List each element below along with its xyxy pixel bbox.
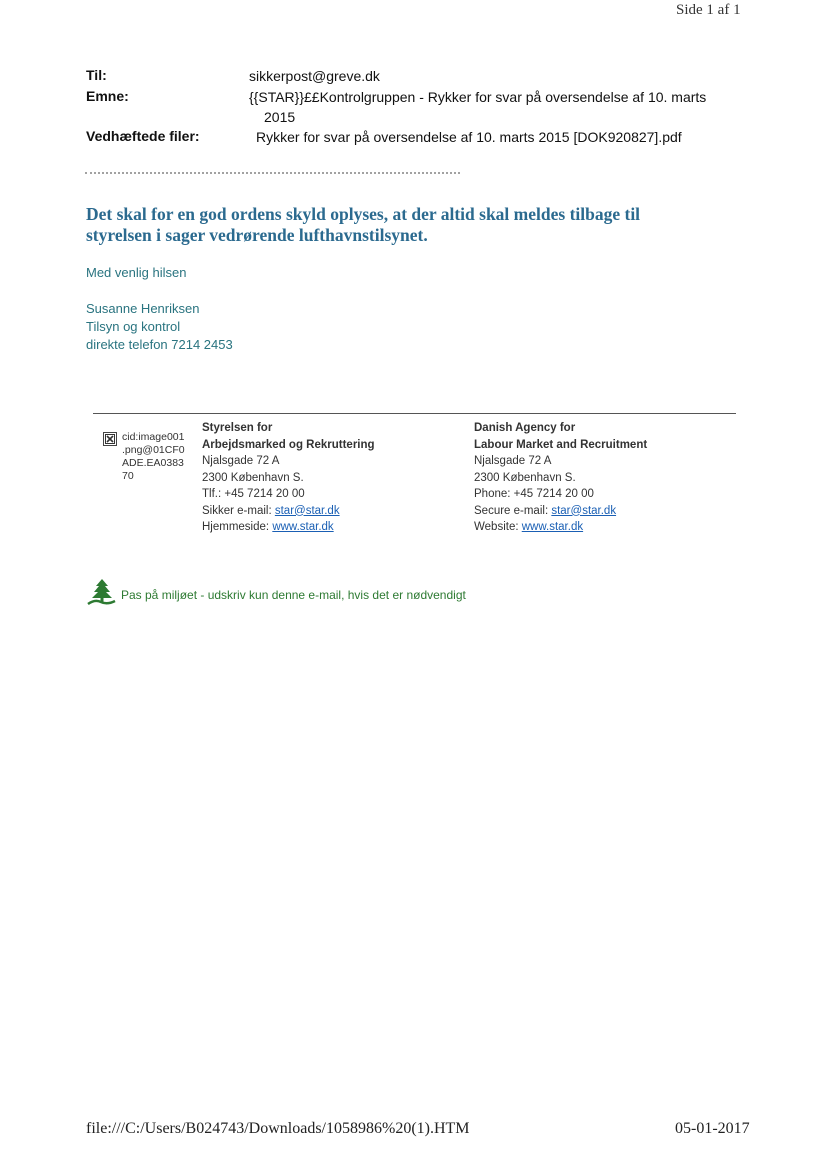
signature-divider <box>93 413 736 414</box>
signature-danish <box>202 420 452 536</box>
email-link-en[interactable]: star@star.dk <box>551 504 617 517</box>
sender-name: Susanne Henriksen <box>86 301 200 316</box>
headline-line-2: styrelsen i sager vedrørende lufthavnstilsynet. <box>86 225 428 245</box>
file-path: file:///C:/Users/B024743/Downloads/1058986%20(1).HTM <box>86 1120 470 1137</box>
environment-note: Pas på miljøet - udskriv kun denne e-mail, hvis det er nødvendigt <box>121 588 466 602</box>
tree-icon <box>87 578 117 611</box>
attachments-label: Vedhæftede filer: <box>86 128 200 144</box>
org-name-en-2: Labour Market and Recruitment <box>474 438 648 451</box>
phone-da: Tlf.: +45 7214 20 00 <box>202 488 305 500</box>
image-placeholder-text: cid:image001 .png@01CF0 ADE.EA0383 70 <box>122 431 185 482</box>
phone-en: Phone: +45 7214 20 00 <box>474 488 594 500</box>
web-row-en: Website: www.star.dk <box>474 521 584 533</box>
web-row-da: Hjemmeside: www.star.dk <box>202 521 334 533</box>
greeting: Med venlig hilsen <box>86 265 187 280</box>
scan-artifact-line <box>85 172 460 176</box>
headline-line-1: Det skal for en god ordens skyld oplyses, at der altid skal meldes tilbage til <box>86 204 641 224</box>
subject-line-1: {{STAR}}££Kontrolgruppen - Rykker for svar på oversendelse af 10. marts <box>249 89 707 105</box>
signature-english <box>474 420 734 536</box>
page-number: Side 1 af 1 <box>676 2 741 18</box>
email-row-da: Sikker e-mail: star@star.dk <box>202 504 340 517</box>
sender-department: Tilsyn og kontrol <box>86 319 181 334</box>
website-link-en[interactable]: www.star.dk <box>521 521 584 533</box>
to-value: sikkerpost@greve.dk <box>249 68 380 84</box>
city-en: 2300 København S. <box>474 471 576 484</box>
subject-line-2: 2015 <box>264 109 296 125</box>
org-name-da-1: Styrelsen for <box>202 422 273 434</box>
street-da: Njalsgade 72 A <box>202 455 280 467</box>
to-label: Til: <box>86 67 107 83</box>
email-link-da[interactable]: star@star.dk <box>274 504 340 517</box>
headline <box>86 204 726 246</box>
print-date: 05-01-2017 <box>675 1120 750 1137</box>
broken-image-icon <box>103 432 117 446</box>
org-name-da-2: Arbejdsmarked og Rekruttering <box>202 438 375 451</box>
city-da: 2300 København S. <box>202 471 304 484</box>
email-row-en: Secure e-mail: star@star.dk <box>474 504 617 517</box>
street-en: Njalsgade 72 A <box>474 455 552 467</box>
website-link-da[interactable]: www.star.dk <box>272 521 334 533</box>
sender-phone: direkte telefon 7214 2453 <box>86 337 233 352</box>
org-name-en-1: Danish Agency for <box>474 422 576 434</box>
attachment-file[interactable]: Rykker for svar på oversendelse af 10. marts 2015 [DOK920827].pdf <box>256 129 682 145</box>
subject-label: Emne: <box>86 88 129 104</box>
